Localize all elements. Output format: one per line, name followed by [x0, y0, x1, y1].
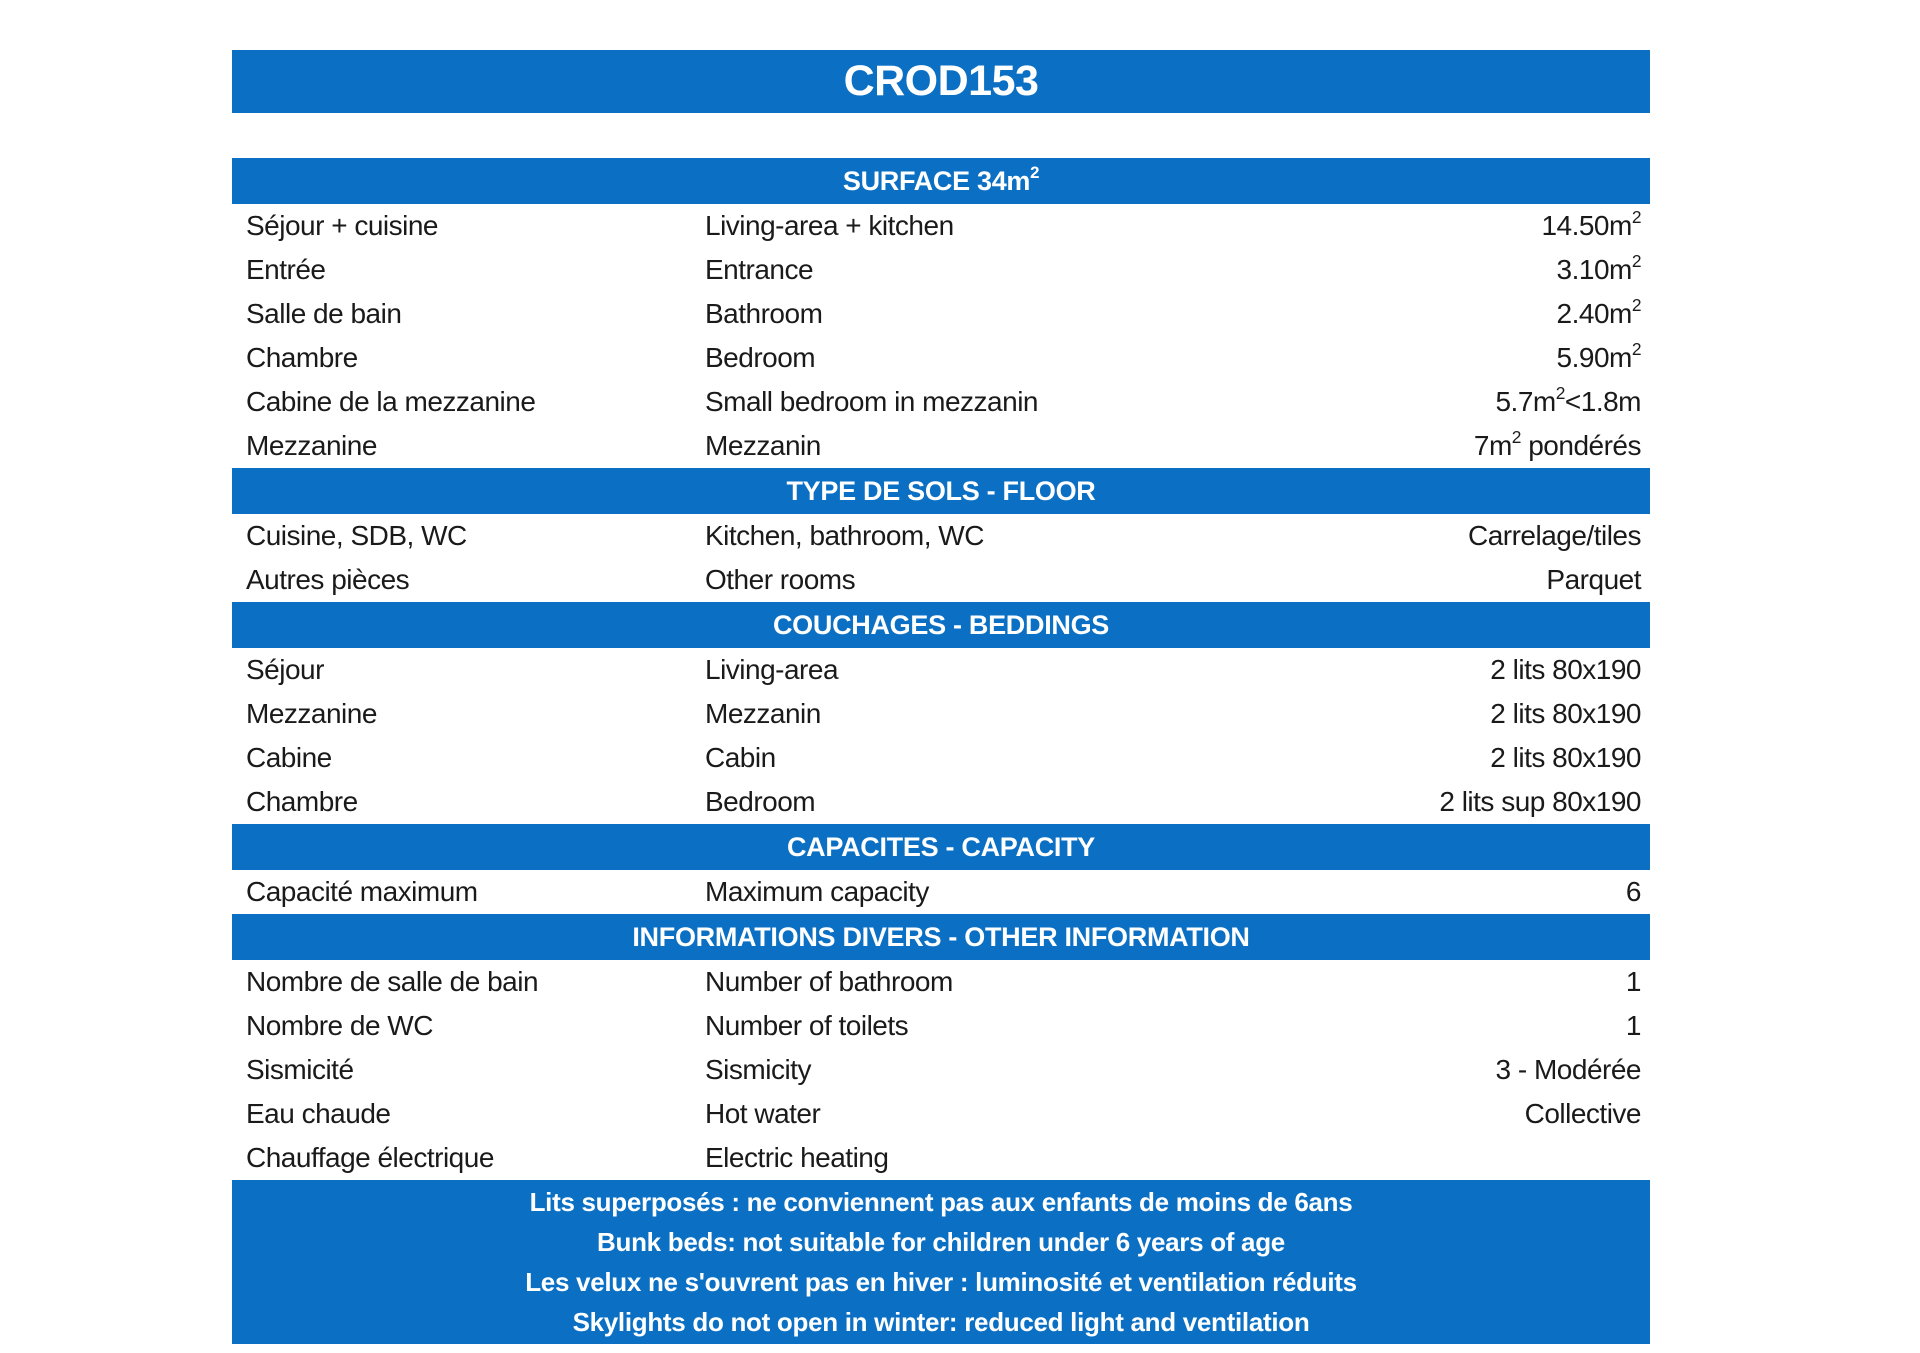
label-en: Living-area [705, 654, 839, 685]
label-fr: Entrée [246, 254, 326, 285]
label-fr: Séjour [246, 654, 324, 685]
table-row [232, 1048, 1650, 1092]
section-header-capacity [232, 824, 1650, 870]
label-en: Bedroom [705, 786, 816, 817]
label-en: Bedroom [705, 342, 816, 373]
row-value: Parquet [1546, 564, 1641, 595]
label-en: Electric heating [705, 1142, 889, 1173]
table-row [232, 960, 1650, 1004]
table-row [232, 558, 1650, 602]
section-header-label: TYPE DE SOLS - FLOOR [786, 475, 1096, 506]
label-en: Kitchen, bathroom, WC [705, 520, 984, 551]
notes-banner [232, 1180, 1650, 1344]
label-fr: Cuisine, SDB, WC [246, 520, 467, 551]
table-row [232, 736, 1650, 780]
label-en: Number of toilets [705, 1010, 909, 1041]
row-value: Carrelage/tiles [1467, 520, 1641, 551]
row-value: $14.50m^2$ [1541, 206, 1641, 241]
row-value: $7m^2$ pondérés [1473, 426, 1641, 461]
label-fr: Nombre de WC [246, 1010, 433, 1041]
label-fr: Cabine [246, 742, 332, 773]
label-fr: Mezzanine [246, 430, 377, 461]
label-fr: Eau chaude [246, 1098, 391, 1129]
row-value: $3.10m^2$ [1556, 250, 1641, 285]
label-en: Hot water [705, 1098, 821, 1129]
row-value: 6 [1625, 876, 1641, 907]
table-row [232, 336, 1650, 380]
table-row [232, 1092, 1650, 1136]
label-fr: Capacité maximum [246, 876, 478, 907]
table-row [232, 292, 1650, 336]
label-en: Maximum capacity [705, 876, 929, 907]
table-row [232, 424, 1650, 468]
note-line-bunk-beds-fr: Lits superposés : ne conviennent pas aux enfants de moins de 6ans [529, 1187, 1353, 1217]
label-fr: Autres pièces [246, 564, 410, 595]
label-fr: Chambre [246, 342, 358, 373]
table-row [232, 1136, 1650, 1180]
row-value: $5.7m^2<1.8m$ [1495, 382, 1641, 417]
row-value: 3 - Modérée [1495, 1054, 1641, 1085]
table-row [232, 248, 1650, 292]
label-fr: Séjour + cuisine [246, 210, 439, 241]
label-fr: Nombre de salle de bain [246, 966, 539, 997]
section-header-label: CAPACITES - CAPACITY [786, 831, 1095, 862]
label-en: Entrance [705, 254, 814, 285]
table-row [232, 870, 1650, 914]
label-en: Number of bathroom [705, 966, 953, 997]
section-header-other-information [232, 914, 1650, 960]
label-fr: Chambre [246, 786, 358, 817]
table-row [232, 780, 1650, 824]
label-fr: Sismicité [246, 1054, 354, 1085]
label-en: Sismicity [705, 1054, 811, 1085]
section-header-label: INFORMATIONS DIVERS - OTHER INFORMATION [632, 921, 1250, 952]
row-value: 1 [1625, 1010, 1641, 1041]
section-header-floor [232, 468, 1650, 514]
label-en: Mezzanin [705, 698, 821, 729]
page-title: CROD153 [843, 57, 1039, 105]
row-value: $5.90m^2$ [1556, 338, 1641, 373]
row-value: 2 lits 80x190 [1490, 742, 1641, 773]
table-row [232, 648, 1650, 692]
note-line-skylights-en: Skylights do not open in winter: reduced light and ventilation [572, 1307, 1310, 1337]
label-en: Mezzanin [705, 430, 821, 461]
property-table [232, 158, 1650, 1180]
label-en: Bathroom [705, 298, 823, 329]
row-value: $2.40m^2$ [1556, 294, 1641, 329]
table-row [232, 514, 1650, 558]
table-row [232, 1004, 1650, 1048]
section-header-label: COUCHAGES - BEDDINGS [772, 609, 1110, 640]
label-fr: Salle de bain [246, 298, 402, 329]
row-value: 2 lits sup 80x190 [1439, 786, 1641, 817]
row-value: 2 lits 80x190 [1490, 698, 1641, 729]
section-header-label: SURFACE $34m^2$ [842, 162, 1040, 196]
table-row [232, 380, 1650, 424]
label-en: Small bedroom in mezzanin [705, 386, 1038, 417]
table-row [232, 692, 1650, 736]
label-en: Cabin [705, 742, 776, 773]
note-line-bunk-beds-en: Bunk beds: not suitable for children under 6 years of age [597, 1227, 1285, 1257]
title-bar [232, 50, 1650, 113]
label-fr: Cabine de la mezzanine [246, 386, 536, 417]
label-en: Other rooms [705, 564, 856, 595]
datasheet [232, 50, 1650, 1344]
note-line-skylights-fr: Les velux ne s'ouvrent pas en hiver : luminosité et ventilation réduits [525, 1267, 1357, 1297]
label-fr: Chauffage électrique [246, 1142, 494, 1173]
label-en: Living-area + kitchen [705, 210, 954, 241]
label-fr: Mezzanine [246, 698, 377, 729]
row-value: 1 [1625, 966, 1641, 997]
table-row [232, 204, 1650, 248]
section-header-surface [232, 158, 1650, 204]
section-header-beddings [232, 602, 1650, 648]
row-value: Collective [1524, 1098, 1641, 1129]
row-value: 2 lits 80x190 [1490, 654, 1641, 685]
